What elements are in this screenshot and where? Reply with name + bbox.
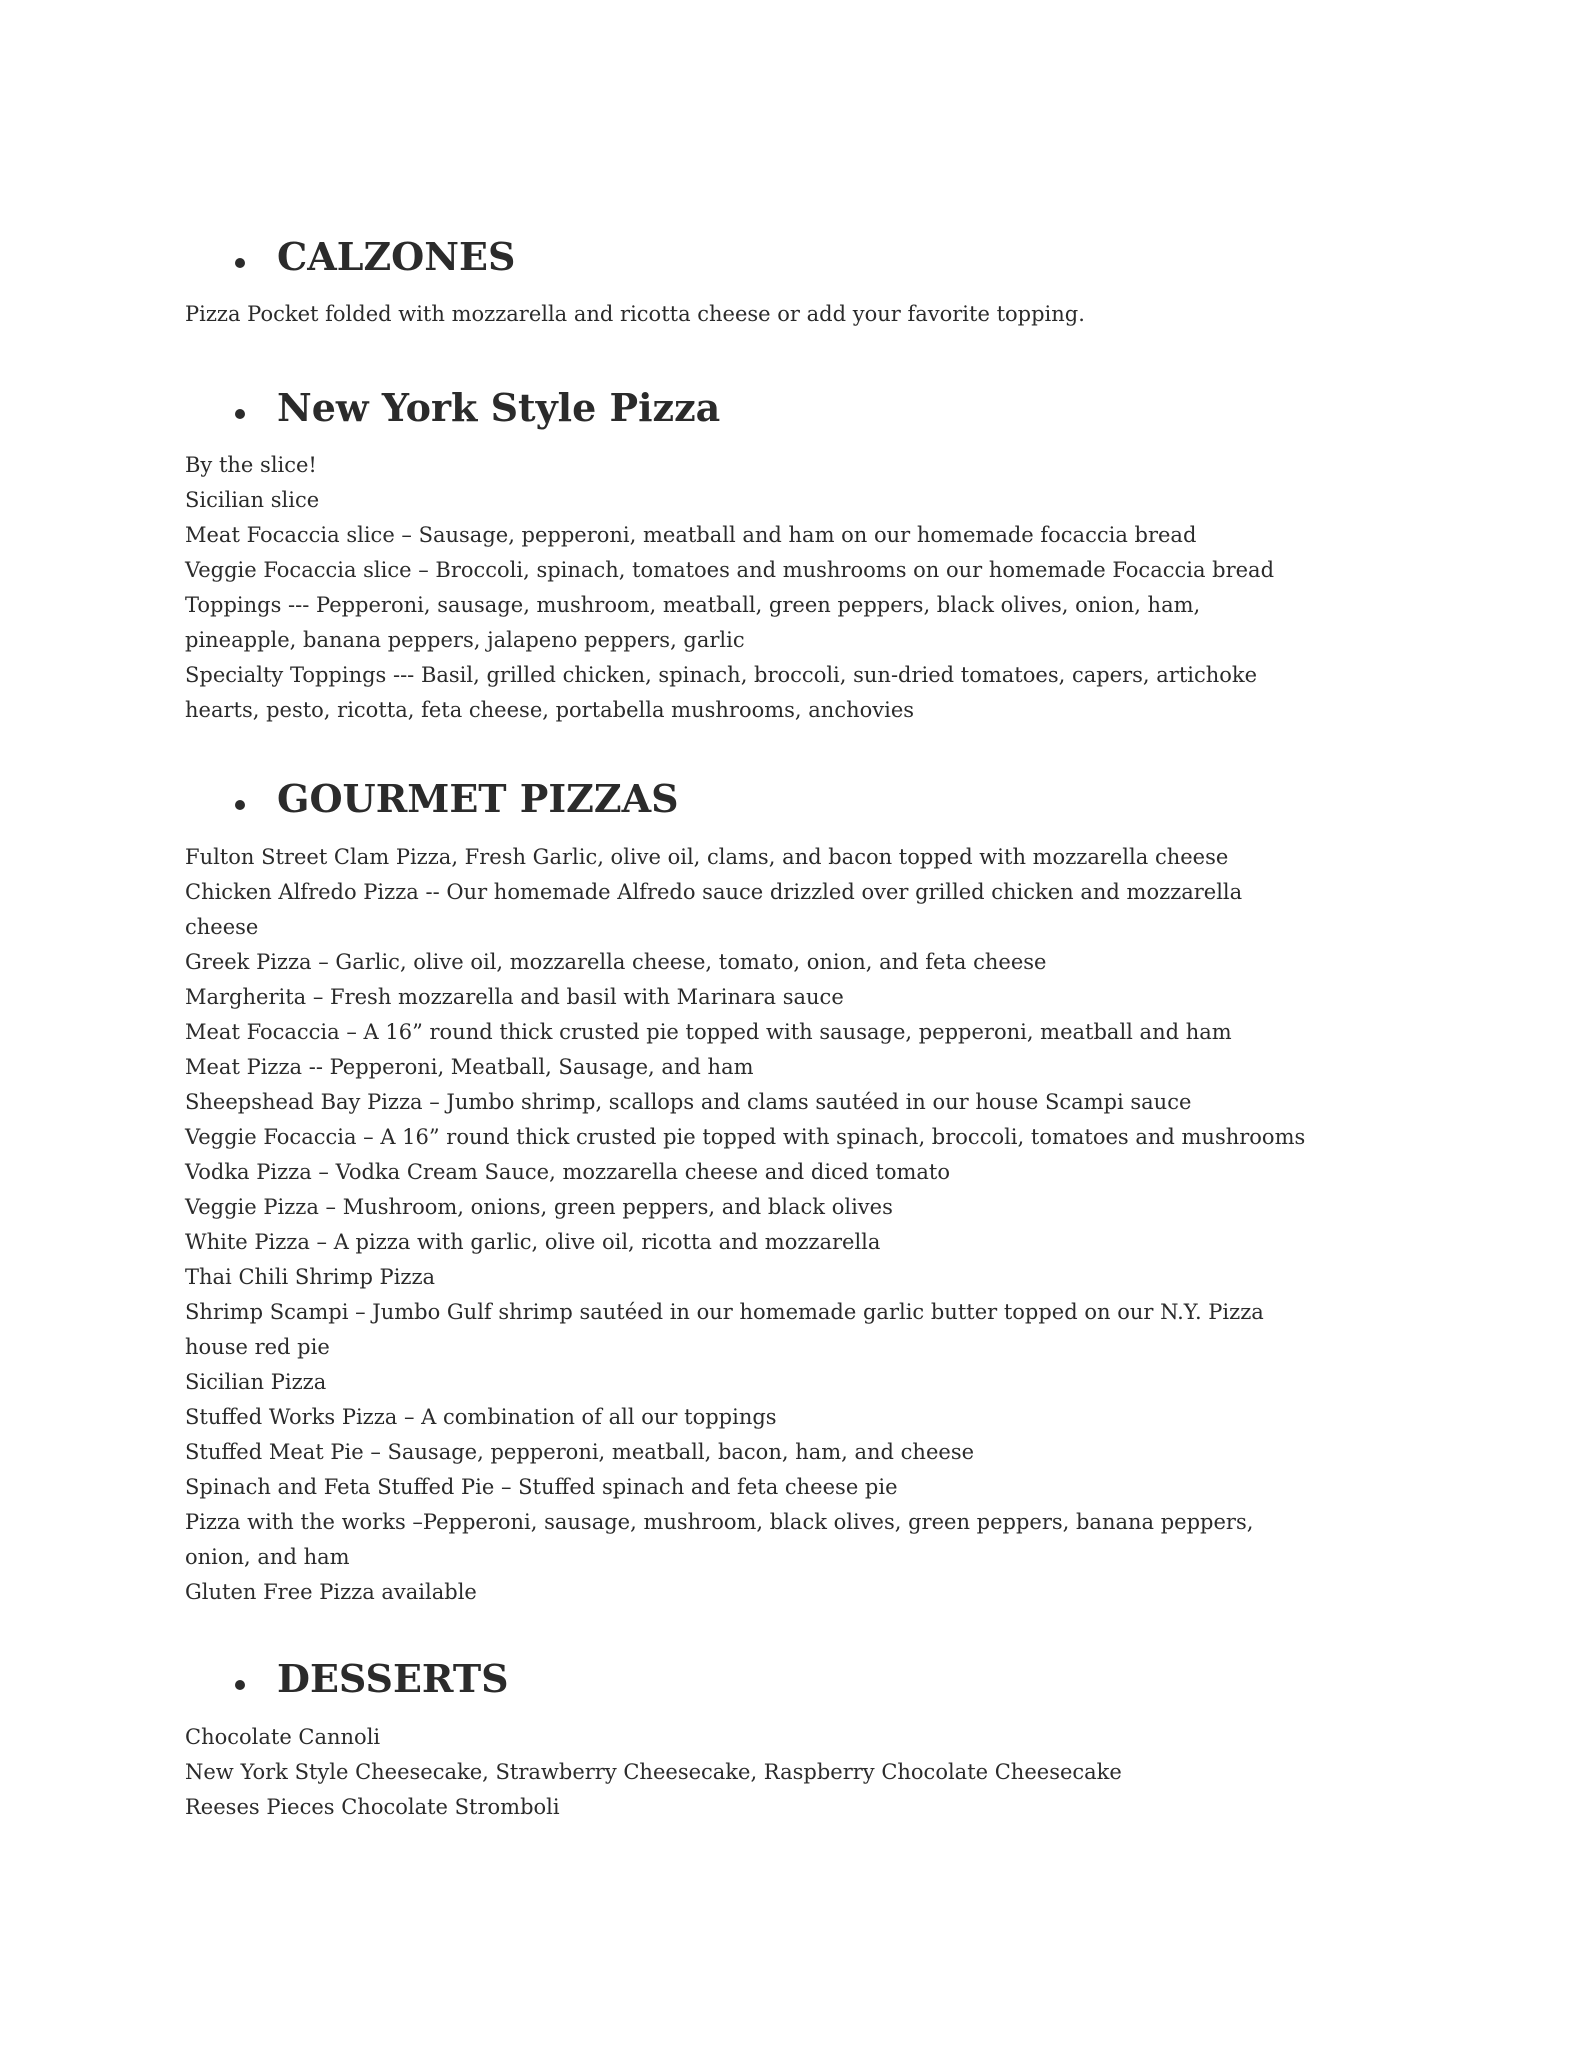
menu-line: onion, and ham	[185, 1545, 350, 1569]
menu-line: Pizza Pocket folded with mozzarella and ricotta cheese or add your favorite topping.	[185, 302, 1085, 326]
menu-line: Margherita – Fresh mozzarella and basil with Marinara sauce	[185, 985, 844, 1009]
menu-line: Sicilian slice	[185, 488, 320, 512]
menu-line: Toppings --- Pepperoni, sausage, mushroom, meatball, green peppers, black olives, onion, ham,	[185, 593, 1201, 617]
bullet-icon	[235, 258, 245, 268]
section-body-new-york-style-pizza	[185, 448, 1415, 728]
section-title: CALZONES	[277, 234, 516, 279]
menu-line: Meat Pizza -- Pepperoni, Meatball, Sausage, and ham	[185, 1055, 754, 1079]
menu-line: Pizza with the works –Pepperoni, sausage, mushroom, black olives, green peppers, banana peppers,	[185, 1510, 1254, 1534]
section-body-calzones	[185, 297, 1415, 332]
section-body-desserts	[185, 1720, 1415, 1825]
menu-line: White Pizza – A pizza with garlic, olive oil, ricotta and mozzarella	[185, 1230, 881, 1254]
menu-line: Sicilian Pizza	[185, 1370, 327, 1394]
section-heading-desserts	[185, 1655, 509, 1703]
menu-line: Veggie Focaccia – A 16” round thick crusted pie topped with spinach, broccoli, tomatoes and mushrooms	[185, 1125, 1306, 1149]
section-body-gourmet-pizzas	[185, 840, 1415, 1610]
menu-line: Spinach and Feta Stuffed Pie – Stuffed spinach and feta cheese pie	[185, 1475, 898, 1499]
menu-line: pineapple, banana peppers, jalapeno peppers, garlic	[185, 628, 745, 652]
section-title: DESSERTS	[277, 1656, 509, 1701]
menu-line: Gluten Free Pizza available	[185, 1580, 477, 1604]
bullet-icon	[235, 409, 245, 419]
menu-line: hearts, pesto, ricotta, feta cheese, portabella mushrooms, anchovies	[185, 698, 915, 722]
menu-line: Veggie Pizza – Mushroom, onions, green peppers, and black olives	[185, 1195, 893, 1219]
menu-line: By the slice!	[185, 453, 317, 477]
section-heading-new-york-style-pizza	[185, 384, 720, 432]
menu-line: Meat Focaccia slice – Sausage, pepperoni, meatball and ham on our homemade focaccia bread	[185, 523, 1197, 547]
section-title: New York Style Pizza	[277, 385, 721, 430]
menu-line: Fulton Street Clam Pizza, Fresh Garlic, olive oil, clams, and bacon topped with mozzarella cheese	[185, 845, 1229, 869]
section-title: GOURMET PIZZAS	[277, 776, 679, 821]
menu-line: Chicken Alfredo Pizza -- Our homemade Alfredo sauce drizzled over grilled chicken and mozzarella	[185, 880, 1243, 904]
menu-line: Greek Pizza – Garlic, olive oil, mozzarella cheese, tomato, onion, and feta cheese	[185, 950, 1047, 974]
bullet-icon	[235, 1680, 245, 1690]
menu-line: Reeses Pieces Chocolate Stromboli	[185, 1795, 560, 1819]
section-heading-calzones	[185, 233, 515, 281]
menu-line: Stuffed Meat Pie – Sausage, pepperoni, meatball, bacon, ham, and cheese	[185, 1440, 975, 1464]
menu-line: house red pie	[185, 1335, 330, 1359]
menu-line: Shrimp Scampi – Jumbo Gulf shrimp sautéed in our homemade garlic butter topped on our N.Y. Pizza	[185, 1300, 1264, 1324]
menu-line: Stuffed Works Pizza – A combination of all our toppings	[185, 1405, 777, 1429]
menu-line: Thai Chili Shrimp Pizza	[185, 1265, 436, 1289]
section-heading-gourmet-pizzas	[185, 775, 679, 823]
menu-line: Chocolate Cannoli	[185, 1725, 381, 1749]
menu-line: Specialty Toppings --- Basil, grilled chicken, spinach, broccoli, sun-dried tomatoes, capers, artichoke	[185, 663, 1258, 687]
menu-line: cheese	[185, 915, 259, 939]
bullet-icon	[235, 800, 245, 810]
menu-line: Sheepshead Bay Pizza – Jumbo shrimp, scallops and clams sautéed in our house Scampi sauce	[185, 1090, 1192, 1114]
menu-line: New York Style Cheesecake, Strawberry Cheesecake, Raspberry Chocolate Cheesecake	[185, 1760, 1122, 1784]
menu-line: Vodka Pizza – Vodka Cream Sauce, mozzarella cheese and diced tomato	[185, 1160, 950, 1184]
menu-line: Veggie Focaccia slice – Broccoli, spinach, tomatoes and mushrooms on our homemade Focaccia bread	[185, 558, 1275, 582]
menu-line: Meat Focaccia – A 16” round thick crusted pie topped with sausage, pepperoni, meatball and ham	[185, 1020, 1232, 1044]
